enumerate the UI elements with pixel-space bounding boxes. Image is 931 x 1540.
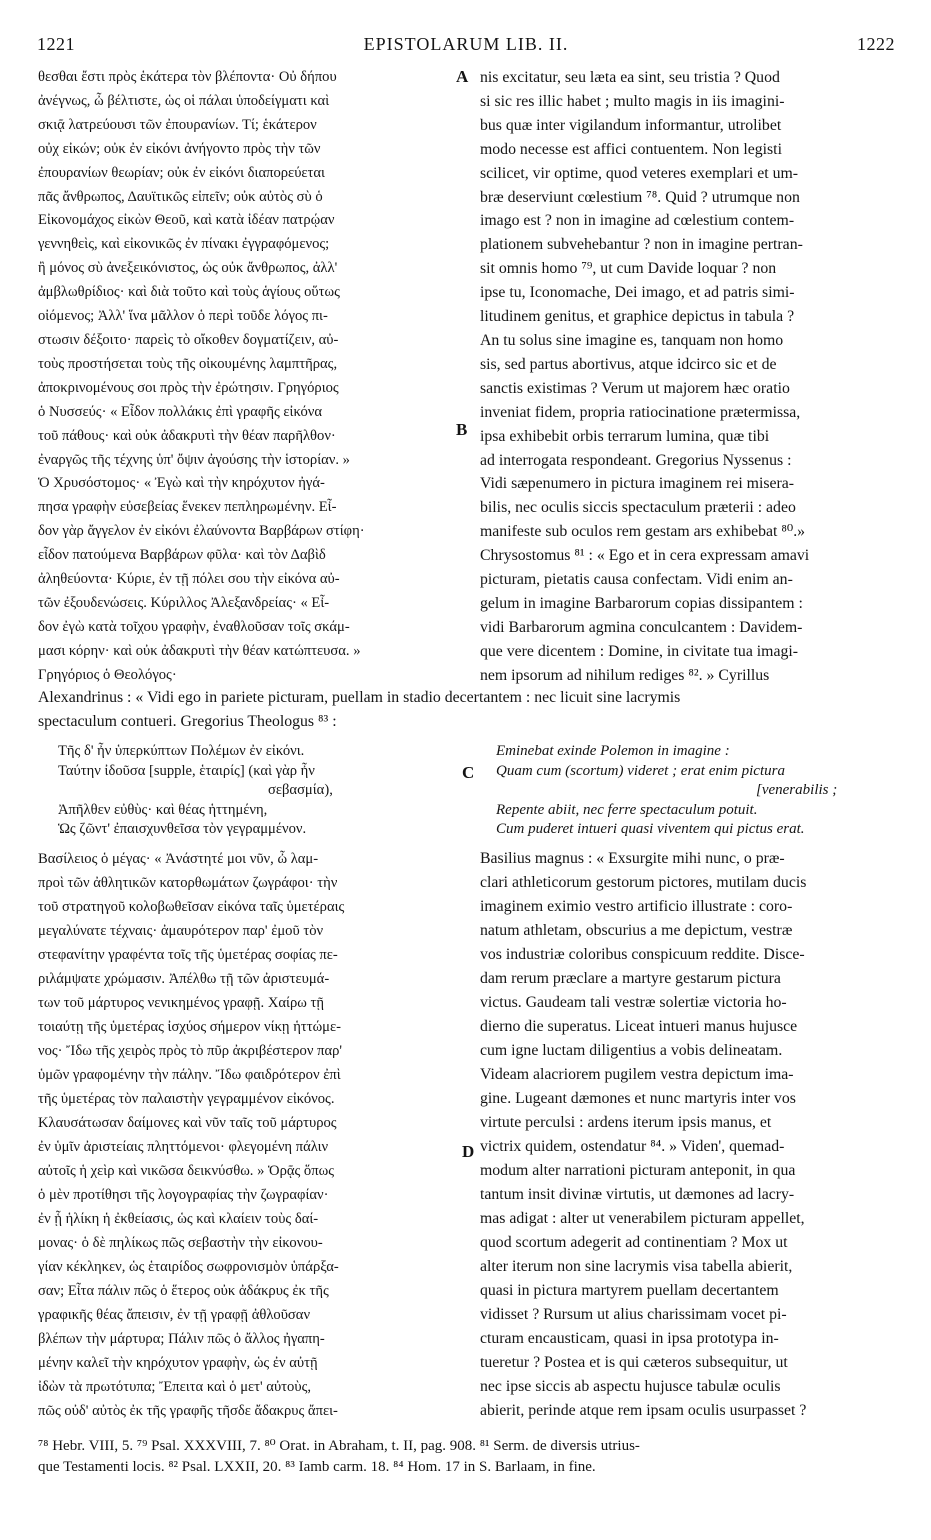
verse-latin [496, 742, 896, 840]
full-width-paragraph [38, 686, 896, 734]
text-line: vidi Barbarorum agmina conculcantem : Davidem- [480, 618, 803, 636]
text-line: quod scortum adegerit ad continentiam ? Mox ut [480, 1234, 788, 1251]
text-line: σαν; Εἶτα πάλιν πῶς ὁ ἕτερος οὐκ ἀδάκρυς ἐκ τῆς [38, 1283, 329, 1299]
verse-line: Eminebat exinde Polemon in imagine : [496, 743, 730, 759]
text-line: que vere dicentem : Domine, in civitate tua imagi- [480, 642, 799, 660]
running-title: EPISTOLARUM LIB. II. [363, 34, 569, 54]
verse-line: Ὡς ζῶντ' ἐπαισχυνθεῖσα τὸν γεγραμμένον. [58, 821, 307, 837]
text-line: ριλάμψατε χρώμασιν. Ἀπέλθω τῇ τῶν ἀριστευμά- [38, 971, 330, 987]
text-line: nis excitatur, seu læta ea sint, seu tristia ? Quod [480, 69, 780, 86]
text-line: vos industriæ coloribus conspicuum reddite. Disce- [480, 946, 805, 963]
text-line: victrix quidem, ostendatur ⁸⁴. » Viden', quemad- [480, 1138, 785, 1155]
text-line: Basilius magnus : « Exsurgite mihi nunc, o præ- [480, 850, 785, 867]
text-line: bilis, nec oculis siccis spectaculum præterii : adeo [480, 499, 796, 517]
verse-line: Τῆς δ' ἦν ὑπερκύπτων Πολέμων ἐν εἰκόνι. [58, 743, 305, 759]
verse-line: Quam cum (scortum) videret ; erat enim pictura [496, 762, 785, 779]
text-line: tueretur ? Postea et is qui cæteros subsequitur, ut [480, 1354, 788, 1371]
text-line: ad interrogata respondeant. Gregorius Nyssenus : [480, 451, 792, 469]
text-line: ἀποκρινομένους σοι πρὸς τὴν ἐρώτησιν. Γρηγόριος [38, 379, 339, 396]
text-line: των τοῦ μάρτυρος νενικημένος γραφῇ. Χαίρω τῇ [38, 995, 324, 1011]
text-line: si sic res illic habet ; multo magis in iis imagini- [480, 92, 785, 110]
text-line: natum athletam, obscurius a me depictum, vestræ [480, 922, 793, 939]
full-width-line: Alexandrinus : « Vidi ego in pariete picturam, puellam in stadio decertantem : nec licuit sine lacrymis [38, 689, 681, 706]
text-line: modum alter narrationi picturam anteponit, in qua [480, 1162, 796, 1179]
greek-column-upper [38, 66, 463, 688]
margin-marker-b: B [456, 420, 468, 439]
text-line: νος· Ἴδω τῆς χειρὸς πρὸς τὸ πῦρ ἀκριβέστερον παρ' [38, 1043, 343, 1059]
text-line: Videam alacriorem pugilem vestra depictum ima- [480, 1066, 794, 1083]
full-width-line: spectaculum contueri. Gregorius Theologus ⁸³ : [38, 712, 337, 730]
text-line: δον ἐγὼ κατὰ τοῖχου γραφὴν, ἐναθλοῦσαν τοῖς σκάμ- [38, 618, 350, 635]
text-line: μένην καλεῖ τὴν κηρόχυτον γραφὴν, ὡς ἐν αὐτῇ [38, 1355, 318, 1371]
text-line: bus quæ inter vigilandum informantur, utrolibet [480, 116, 782, 134]
text-line: ἀνέγνως, ὦ βέλτιστε, ὡς οἱ πάλαι ὑποδείγματι καὶ [38, 92, 330, 109]
text-line: inveniat fidem, propria ratiocinatione prætermissa, [480, 403, 801, 421]
text-line: plationem subvehebantur ? non in imagine pertran- [480, 236, 803, 254]
text-line: στεφανίτην γραφέντα τοῖς τῆς ὑμετέρας σοφίας πε- [38, 947, 338, 963]
text-line: cum igne luctam diligentius a vobis delineatam. [480, 1042, 783, 1059]
page-header [37, 34, 895, 56]
margin-marker-c: C [462, 763, 475, 782]
text-line: vidisset ? Rursum ut alius charissimam vocet pi- [480, 1306, 787, 1323]
text-line: victus. Gaudeam tali vestræ solertiæ victoria ho- [480, 994, 787, 1011]
verse-line: Ταύτην ἰδοῦσα [supple, ἑταιρίς] (καὶ γὰρ ἦν [58, 762, 315, 779]
text-line: ipsa exhibebit orbis terrarum lumina, quæ tibi [480, 427, 770, 445]
text-line: sis, sed partus abortivus, atque idcirco sic et de [480, 355, 777, 373]
text-line: μεγαλύνατε τέχναις· ἀμαυρότερον παρ' ἐμοῦ τὸν [38, 923, 324, 939]
text-line: scilicet, vir optime, quod veteres exemplari et um- [480, 164, 799, 182]
verse-line: [venerabilis ; [756, 782, 838, 798]
text-line: τοῦ στρατηγοῦ κολοβωθεῖσαν εἰκόνα ταῖς ὑμετέραις [38, 899, 345, 915]
text-line: Chrysostomus ⁸¹ : « Ego et in cera expressam amavi [480, 547, 810, 565]
verse-greek [58, 742, 468, 840]
verse-line: σεβασμία), [268, 782, 333, 798]
text-line: γίαν κέκληκεν, ὡς ἑταιρίδος σωφρονισμὸν ὑπάρξα- [38, 1259, 339, 1275]
text-line: ἐναργῶς τῆς τέχνης ὑπ' ὄψιν ἀγούσης τὴν ἱστορίαν. » [38, 451, 350, 468]
text-line: οὐχ εἰκών; οὐκ ἐν εἰκόνι ἀνήγοντο πρὸς τὴν τῶν [38, 140, 321, 157]
text-line: gelum in imagine Barbarorum copias dissipantem : [480, 594, 803, 612]
text-line: ὑμῶν γραφομένην τὴν πάλην. Ἴδω φαιδρότερον ἐπὶ [38, 1067, 341, 1083]
text-line: ὁ Νυσσεύς· « Εἶδον πολλάκις ἐπὶ γραφῆς εἰκόνα [38, 403, 323, 420]
text-line: γεννηθεὶς, καὶ εἰκονικῶς ἐν πίνακι ἐγγραφόμενος; [38, 236, 330, 253]
text-line: dam rerum præclare a martyre gestarum pictura [480, 970, 781, 987]
text-line: An tu solus sine imagine es, tanquam non homo [480, 331, 784, 349]
text-line: Κλαυσάτωσαν δαίμονες καὶ νῦν ταῖς τοῦ μάρτυρος [38, 1115, 337, 1131]
text-line: abierit, perinde atque rem ipsam oculis usurpasset ? [480, 1402, 807, 1419]
text-line: cturam encausticam, quasi in ipsa prototypa in- [480, 1330, 779, 1347]
verse-line: Repente abiit, nec ferre spectaculum potuit. [496, 801, 758, 818]
margin-marker-d: D [462, 1142, 475, 1161]
text-line: ipse tu, Iconomache, Dei imago, et ad patris simi- [480, 284, 795, 302]
verse-line: Ἀπῆλθεν εὐθὺς· καὶ θέας ἡττημένη, [58, 801, 268, 818]
text-line: τοῦ πάθους· καὶ οὐκ ἀδακρυτὶ τὴν θέαν παρῆλθον· [38, 427, 336, 444]
text-line: gine. Lugeant dæmones et nunc martyris inter vos [480, 1090, 796, 1107]
text-line: σκιᾷ λατρεύουσι τῶν ἐπουρανίων. Τί; ἑκάτερον [38, 116, 317, 133]
text-line: imaginem eximio vestro artificio illustrate : coro- [480, 898, 793, 915]
text-line: ἰδὼν τὰ πρωτότυπα; Ἔπειτα καὶ ὁ μετ' αὐτοὺς, [38, 1379, 311, 1395]
text-line: ὁ μὲν προτίθησι τῆς λογογραφίας τὴν ζωγραφίαν· [38, 1187, 329, 1203]
text-line: Εἰκονομάχος εἰκὼν Θεοῦ, καὶ κατὰ ἰδέαν πατρῴαν [38, 212, 335, 229]
text-line: ἀμβλωθρίδιος· καὶ διὰ τοῦτο καὶ τοὺς ἁγίους οὕτως [38, 284, 340, 301]
footnote-line: que Testamenti locis. ⁸² Psal. LXXII, 20. ⁸³ Iamb carm. 18. ⁸⁴ Hom. 17 in S. Barlaam, in fine. [38, 1459, 596, 1475]
greek-column-lower [38, 847, 463, 1423]
text-line: στωσιν δέξοιτο· παρεὶς τὸ οἴκοθεν δογματίζειν, αὐ- [38, 331, 339, 348]
text-line: ἐπουρανίων θεωρίαν; οὐκ ἐν εἰκόνι διαπορεύεται [38, 164, 325, 181]
text-line: virtute perculsi : ardens iterum ipsis manus, et [480, 1114, 772, 1131]
text-line: sanctis existimas ? Verum ut majorem hæc oratio [480, 379, 790, 397]
text-line: nem ipsorum ad nihilum rediges ⁸². » Cyrillus [480, 666, 770, 684]
text-line: ἀληθεύοντα· Κύριε, ἐν τῇ πόλει σου τὴν εἰκόνα αὐ- [38, 571, 340, 588]
page-number-left: 1221 [37, 34, 75, 54]
latin-column-upper [480, 66, 894, 688]
text-line: ἐν ὑμῖν ἀριστείαις πληττόμενοι· φλεγομένη πάλιν [38, 1139, 329, 1155]
text-line: τοὺς προστήσεται τοὺς τῆς οἰκουμένης λαμπτῆρας, [38, 355, 338, 372]
text-line: mas adigat : alter ut venerabilem picturam appellet, [480, 1210, 805, 1227]
text-line: οἰόμενος; Ἀλλ' ἵνα μᾶλλον ὁ περὶ τοῦδε λόγος πι- [38, 308, 328, 325]
text-line: προὶ τῶν ἀθλητικῶν κατορθωμάτων ζωγράφοι· τὴν [38, 875, 338, 891]
text-line: imago est ? non in imagine ad cœlestium contem- [480, 212, 795, 230]
text-line: Γρηγόριος ὁ Θεολόγος· [38, 666, 177, 683]
text-line: θεσθαι ἔστι πρὸς ἑκάτερα τὸν βλέποντα· Οὐ δήπου [38, 69, 337, 85]
text-line: bræ deserviunt cœlestium ⁷⁸. Quid ? utrumque non [480, 188, 800, 206]
text-line: Vidi sæpenumero in pictura imaginem rei misera- [480, 475, 795, 493]
text-line: Βασίλειος ὁ μέγας· « Ἀνάστητέ μοι νῦν, ὦ λαμ- [38, 851, 319, 867]
text-line: quasi in pictura martyrem puellam decertantem [480, 1282, 779, 1299]
latin-column-lower [480, 847, 894, 1423]
text-line: tantum insit divinæ virtutis, ut dæmones ad lacry- [480, 1186, 795, 1203]
text-line: modo necesse est affici contuentem. Non legisti [480, 140, 782, 158]
text-line: ἐν ᾗ ἡλίκη ἡ ἐκθείασις, ὡς καὶ κλαίειν τοὺς δαί- [38, 1211, 319, 1227]
text-line: ἢ μόνος σὺ ἀνεξεικόνιστος, ὡς οὐκ ἄνθρωπος, ἀλλ' [38, 260, 338, 277]
text-line: sit omnis homo ⁷⁹, ut cum Davide loquar ? non [480, 260, 777, 278]
text-line: τῶν ἐξουδενώσεις. Κύριλλος Ἀλεξανδρείας· « Εἶ- [38, 594, 330, 611]
text-line: τῆς ὑμετέρας τὸν παλαιστὴν γεγραμμένον εἰκόνος. [38, 1091, 335, 1107]
text-line: γραφικῆς θέας ἄπεισιν, ἐν τῇ γραφῇ ἀθλοῦσαν [38, 1307, 311, 1323]
footnotes [38, 1436, 896, 1478]
verse-line: Cum puderet intueri quasi viventem qui pictus erat. [496, 821, 805, 837]
page-number-right: 1222 [857, 34, 895, 54]
text-line: picturam, pietatis causa confectam. Vidi enim an- [480, 571, 793, 589]
text-line: εἶδον πατούμενα Βαρβάρων φῦλα· καὶ τὸν Δαβὶδ [38, 547, 326, 564]
text-line: clari athleticorum gestorum pictores, mutilam ducis [480, 874, 807, 891]
text-line: βλέπων τὴν μάρτυρα; Πάλιν πῶς ὁ ἄλλος ἠγαπη- [38, 1331, 325, 1347]
text-line: Ὁ Χρυσόστομος· « Ἐγὼ καὶ τὴν κηρόχυτον ἠγά- [38, 475, 325, 492]
text-line: manifeste sub oculos rem gestam ars exhibebat ⁸⁰.» [480, 523, 806, 541]
text-line: alter iterum non sine lacrymis visa tabella abierit, [480, 1258, 793, 1275]
margin-marker-a: A [456, 67, 469, 86]
footnote-line: ⁷⁸ Hebr. VIII, 5. ⁷⁹ Psal. XXXVIII, 7. ⁸⁰ Orat. in Abraham, t. II, pag. 908. ⁸¹ Serm. de diversis utrius- [38, 1438, 640, 1454]
text-line: nec ipse siccis ab aspectu hujusce tabulæ oculis [480, 1378, 781, 1395]
text-line: μασι κόρην· καὶ οὐκ ἀδακρυτὶ τὴν θέαν κατώπτευσα. » [38, 642, 361, 659]
text-line: πᾶς ἄνθρωπος, Δαυϊτικῶς εἰπεῖν; οὐκ αὐτὸς σὺ ὁ [38, 188, 323, 205]
text-line: litudinem genitus, et graphice depictus in tabula ? [480, 308, 795, 326]
text-line: πῶς οὐδ' αὐτὸς ἐκ τῆς γραφῆς τῆσδε ἄδακρυς ἄπει- [38, 1403, 338, 1419]
text-line: τοιαύτῃ τῆς ὑμετέρας ἰσχύος σήμερον νίκῃ ἡττώμε- [38, 1019, 341, 1035]
text-line: αὐτοῖς ἡ χεὶρ καὶ νικῶσα δεικνύσθω. » Ὁρᾷς ὅπως [38, 1163, 334, 1179]
text-line: μονας· ὁ δὲ πηλίκως πῶς σεβαστὴν τὴν εἰκονου- [38, 1235, 323, 1251]
text-line: dierno die superatus. Liceat intueri manus hujusce [480, 1018, 798, 1035]
text-line: δον γὰρ ἄγγελον ἐν εἰκόνι ἐλαύνοντα Βαρβάρων στίφη· [38, 523, 365, 540]
text-line: πησα γραφὴν εὐσεβείας ἕνεκεν πεπληρωμένην. Εἶ- [38, 499, 337, 516]
